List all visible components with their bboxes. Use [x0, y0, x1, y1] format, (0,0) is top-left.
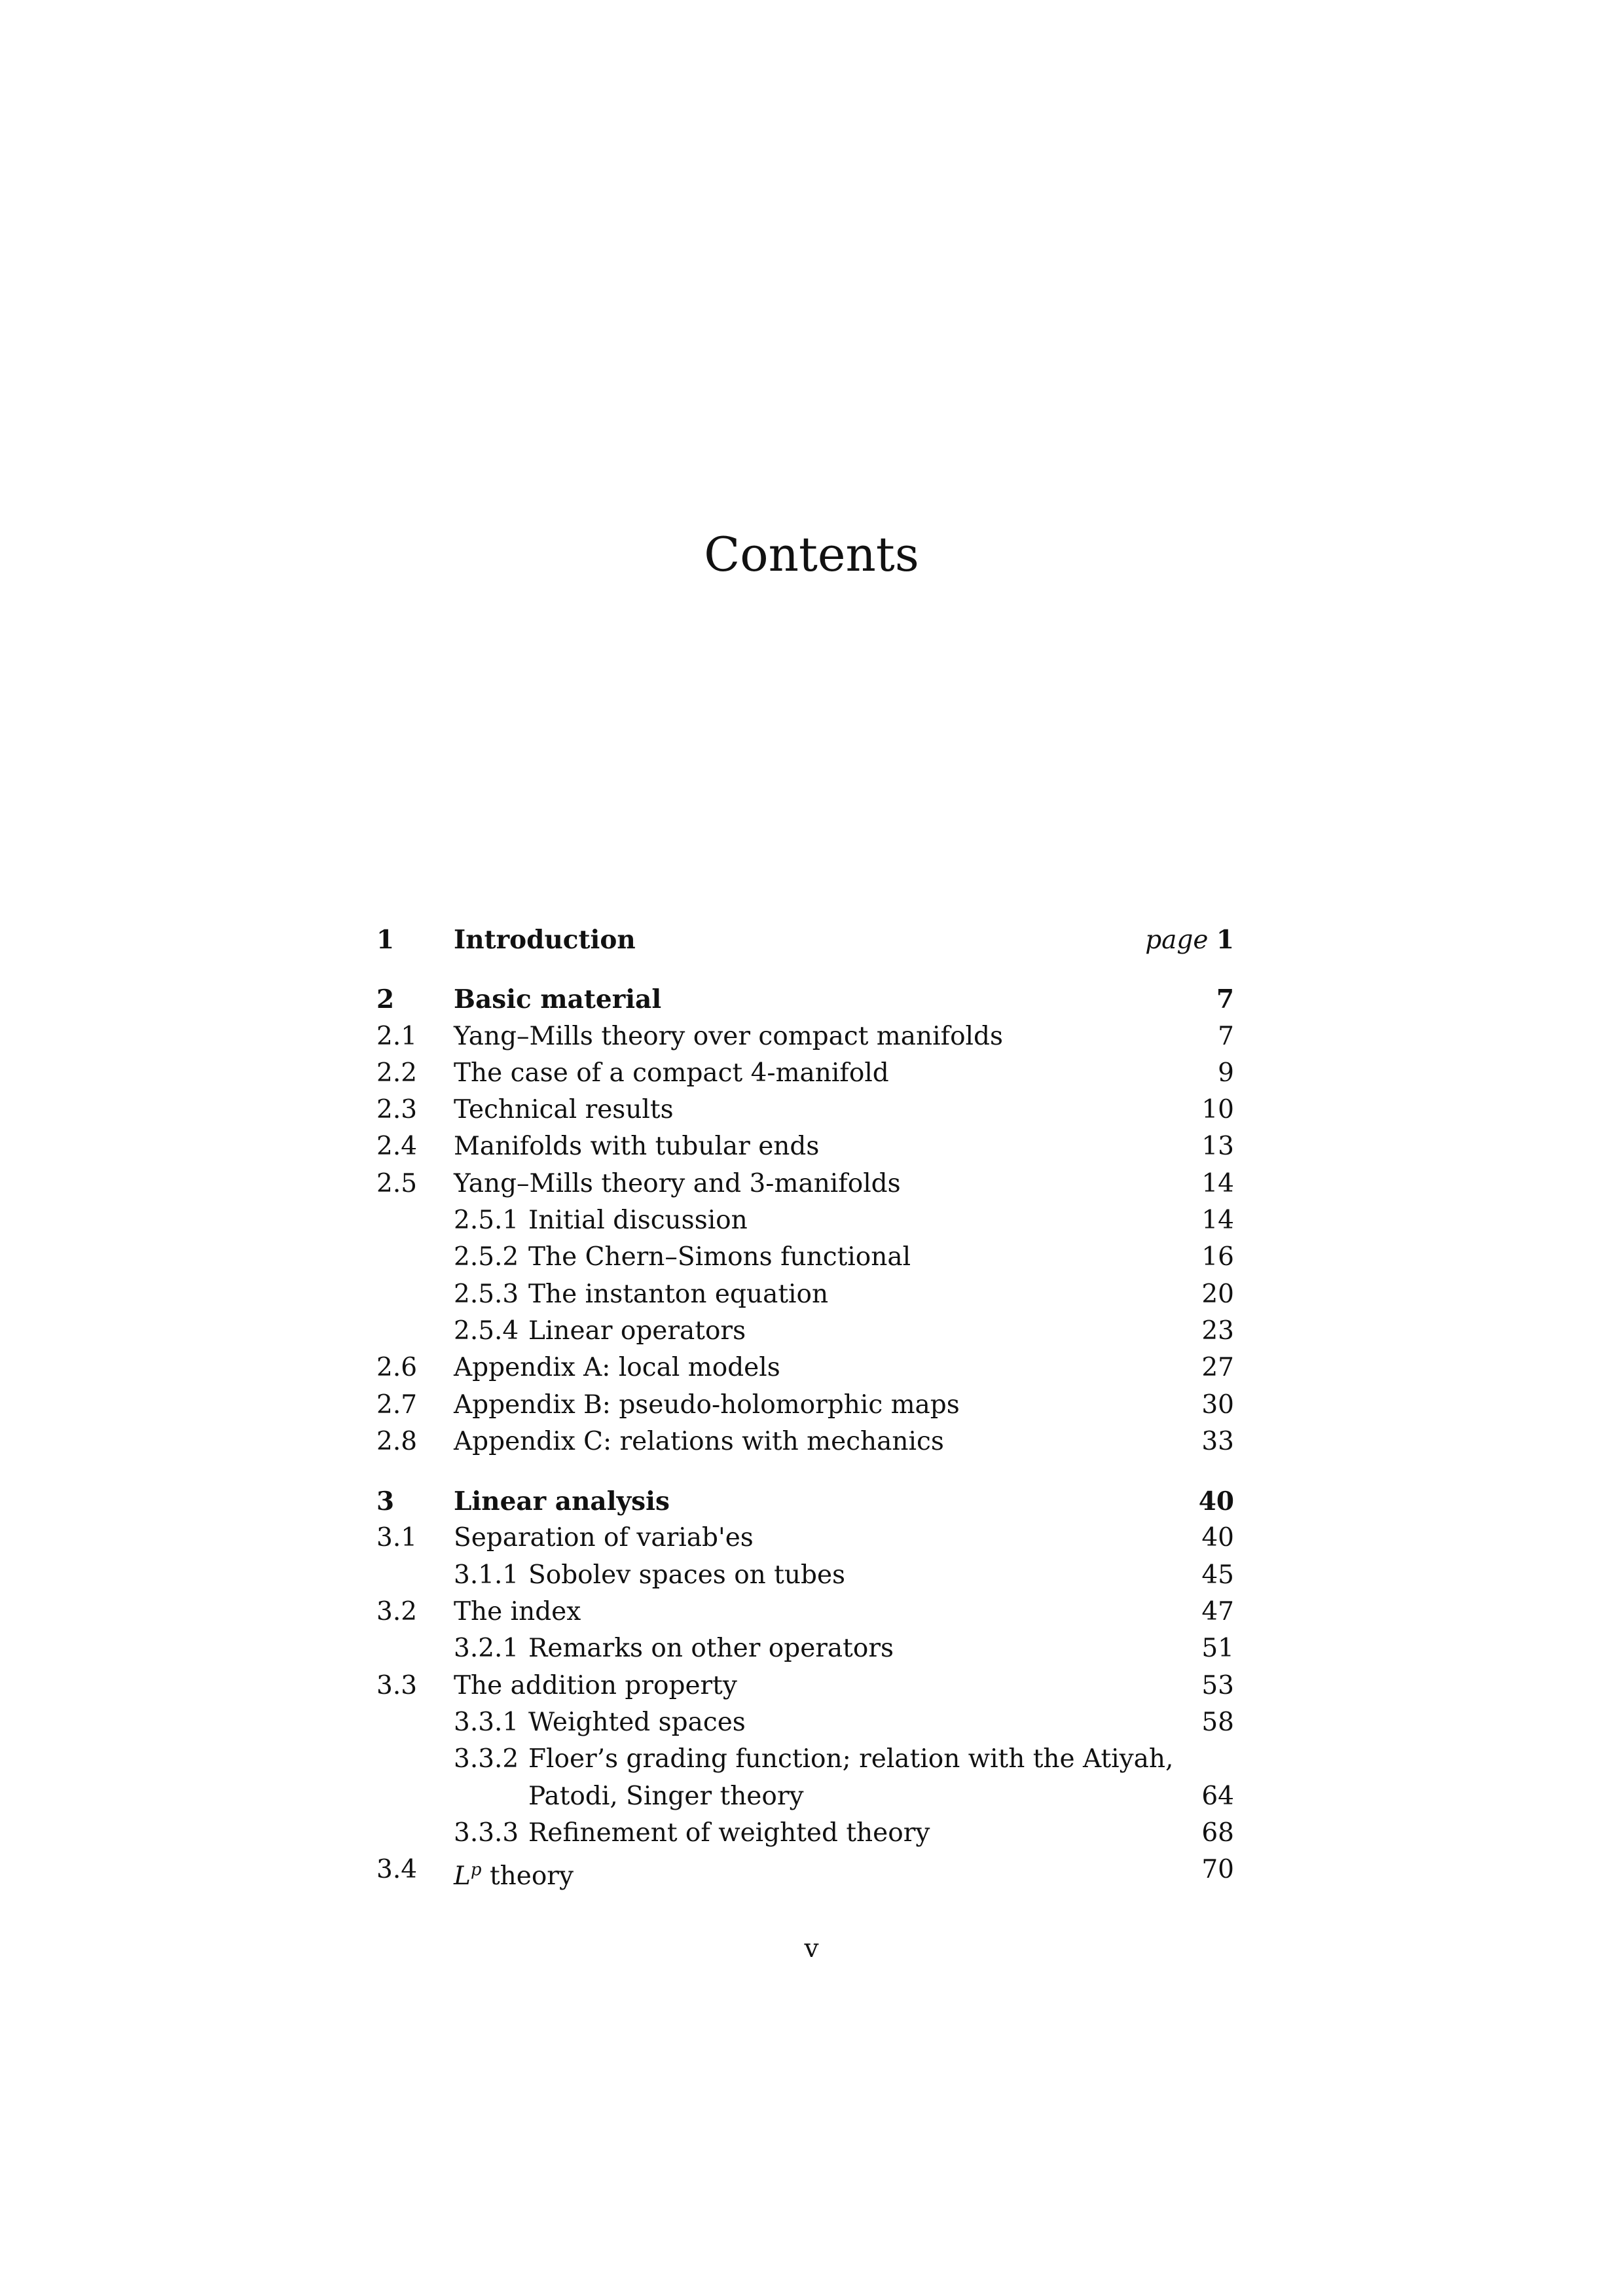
toc-chapter-1[interactable]: [376, 922, 1234, 958]
section-page: 40: [1201, 1523, 1234, 1553]
section-page: 47: [1201, 1597, 1234, 1627]
section-number: 2.5: [376, 1168, 418, 1198]
subsection-number: 2.5.1: [454, 1206, 519, 1236]
chapter-title: Basic material: [454, 984, 662, 1015]
subsection-title: Remarks on other operators: [528, 1634, 894, 1664]
subsection-page: 16: [1201, 1242, 1234, 1272]
section-number: 3.3: [376, 1670, 418, 1700]
lp-symbol: L: [454, 1861, 471, 1892]
page-title: Contents: [704, 527, 919, 582]
section-title: Separation of variab'es: [454, 1523, 754, 1553]
subsection-title: Weighted spaces: [528, 1707, 746, 1737]
toc-section-3-3[interactable]: [376, 1668, 1234, 1704]
toc-subsection-2-5-4[interactable]: [376, 1313, 1234, 1350]
toc-subsection-3-3-1[interactable]: [376, 1704, 1234, 1741]
toc-subsection-2-5-2[interactable]: [376, 1239, 1234, 1276]
section-number: 2.1: [376, 1021, 418, 1051]
subsection-number: 3.3.3: [454, 1818, 519, 1848]
toc-section-2-6[interactable]: [376, 1350, 1234, 1386]
chapter-number: 1: [376, 925, 395, 955]
section-title: Technical results: [454, 1095, 674, 1125]
section-number: 3.4: [376, 1855, 418, 1885]
page-number: 1: [1216, 925, 1234, 955]
subsection-title-line-1: Floer’s grading function; relation with the Atiyah,: [528, 1744, 1174, 1774]
toc-section-2-3[interactable]: [376, 1092, 1234, 1128]
page-prefix: page: [1145, 925, 1209, 955]
section-number: 2.8: [376, 1426, 418, 1456]
toc-subsection-2-5-3[interactable]: [376, 1276, 1234, 1313]
chapter-title: Linear analysis: [454, 1486, 670, 1517]
section-title: Yang–Mills theory and 3-manifolds: [454, 1168, 901, 1198]
section-page: 14: [1201, 1168, 1234, 1198]
chapter-page: 7: [1216, 984, 1234, 1015]
toc-chapter-2[interactable]: [376, 981, 1234, 1018]
subsection-number: 2.5.4: [454, 1316, 519, 1346]
page-folio: v: [804, 1934, 819, 1964]
chapter-page: 40: [1198, 1486, 1234, 1517]
subsection-title: Sobolev spaces on tubes: [528, 1560, 846, 1590]
subsection-page: 14: [1201, 1206, 1234, 1236]
section-number: 3.1: [376, 1523, 418, 1553]
toc-section-3-2[interactable]: [376, 1594, 1234, 1630]
section-title: The case of a compact 4-manifold: [454, 1058, 889, 1088]
toc-section-2-4[interactable]: [376, 1128, 1234, 1165]
section-page: 70: [1201, 1855, 1234, 1885]
toc-subsection-3-2-1[interactable]: [376, 1630, 1234, 1667]
toc-subsection-3-3-3[interactable]: [376, 1815, 1234, 1852]
section-page: 30: [1201, 1390, 1234, 1420]
section-page: 33: [1201, 1426, 1234, 1456]
toc-section-3-4[interactable]: [376, 1852, 1234, 1892]
section-title: Appendix C: relations with mechanics: [454, 1426, 944, 1456]
subsection-title-line-2: Patodi, Singer theory: [528, 1781, 804, 1811]
subsection-title: The Chern–Simons functional: [528, 1242, 911, 1272]
section-title: Appendix B: pseudo-holomorphic maps: [454, 1390, 960, 1420]
subsection-page: 20: [1201, 1279, 1234, 1309]
toc-section-2-7[interactable]: [376, 1387, 1234, 1424]
subsection-number: 3.3.1: [454, 1707, 519, 1737]
chapter-title: Introduction: [454, 925, 636, 955]
chapter-number: 2: [376, 984, 395, 1015]
toc-section-2-2[interactable]: [376, 1055, 1234, 1092]
toc-subsection-3-3-2-continued[interactable]: [376, 1778, 1234, 1815]
toc-chapter-3[interactable]: [376, 1483, 1234, 1520]
section-number: 2.7: [376, 1390, 418, 1420]
section-number: 2.4: [376, 1132, 418, 1162]
subsection-number: 2.5.3: [454, 1279, 519, 1309]
toc-subsection-3-3-2[interactable]: [376, 1741, 1234, 1778]
section-page: 13: [1201, 1132, 1234, 1162]
section-title-rest: theory: [481, 1861, 574, 1892]
section-page: 7: [1218, 1021, 1234, 1051]
chapter-page: [1145, 922, 1234, 959]
subsection-number: 3.1.1: [454, 1560, 519, 1590]
section-title: Appendix A: local models: [454, 1353, 780, 1383]
subsection-page: 23: [1201, 1316, 1234, 1346]
section-page: 10: [1201, 1095, 1234, 1125]
subsection-title: Initial discussion: [528, 1206, 748, 1236]
subsection-title: Linear operators: [528, 1316, 746, 1346]
subsection-page: 64: [1201, 1781, 1234, 1811]
section-title: The index: [454, 1597, 581, 1627]
lp-exponent: p: [470, 1860, 482, 1880]
section-page: 27: [1201, 1353, 1234, 1383]
toc-subsection-3-1-1[interactable]: [376, 1557, 1234, 1594]
section-page: 53: [1201, 1670, 1234, 1700]
toc-section-3-1[interactable]: [376, 1520, 1234, 1556]
toc-section-2-1[interactable]: [376, 1018, 1234, 1055]
section-number: 2.6: [376, 1353, 418, 1383]
subsection-title: The instanton equation: [528, 1279, 829, 1309]
section-page: 9: [1218, 1058, 1234, 1088]
subsection-page: 51: [1201, 1634, 1234, 1664]
section-title: Manifolds with tubular ends: [454, 1132, 820, 1162]
subsection-page: 58: [1201, 1707, 1234, 1737]
subsection-number: 3.2.1: [454, 1634, 519, 1664]
section-number: 2.2: [376, 1058, 418, 1088]
section-title: The addition property: [454, 1670, 737, 1700]
section-title: Yang–Mills theory over compact manifolds: [454, 1021, 1003, 1051]
subsection-page: 68: [1201, 1818, 1234, 1848]
section-number: 3.2: [376, 1597, 418, 1627]
subsection-page: 45: [1201, 1560, 1234, 1590]
table-of-contents: [376, 922, 1234, 1892]
toc-subsection-2-5-1[interactable]: [376, 1202, 1234, 1239]
toc-section-2-5[interactable]: [376, 1166, 1234, 1202]
section-title: [454, 1852, 574, 1895]
section-number: 2.3: [376, 1095, 418, 1125]
chapter-number: 3: [376, 1486, 395, 1517]
toc-section-2-8[interactable]: [376, 1424, 1234, 1460]
subsection-number: 2.5.2: [454, 1242, 519, 1272]
subsection-title: Refinement of weighted theory: [528, 1818, 930, 1848]
subsection-number: 3.3.2: [454, 1744, 519, 1774]
